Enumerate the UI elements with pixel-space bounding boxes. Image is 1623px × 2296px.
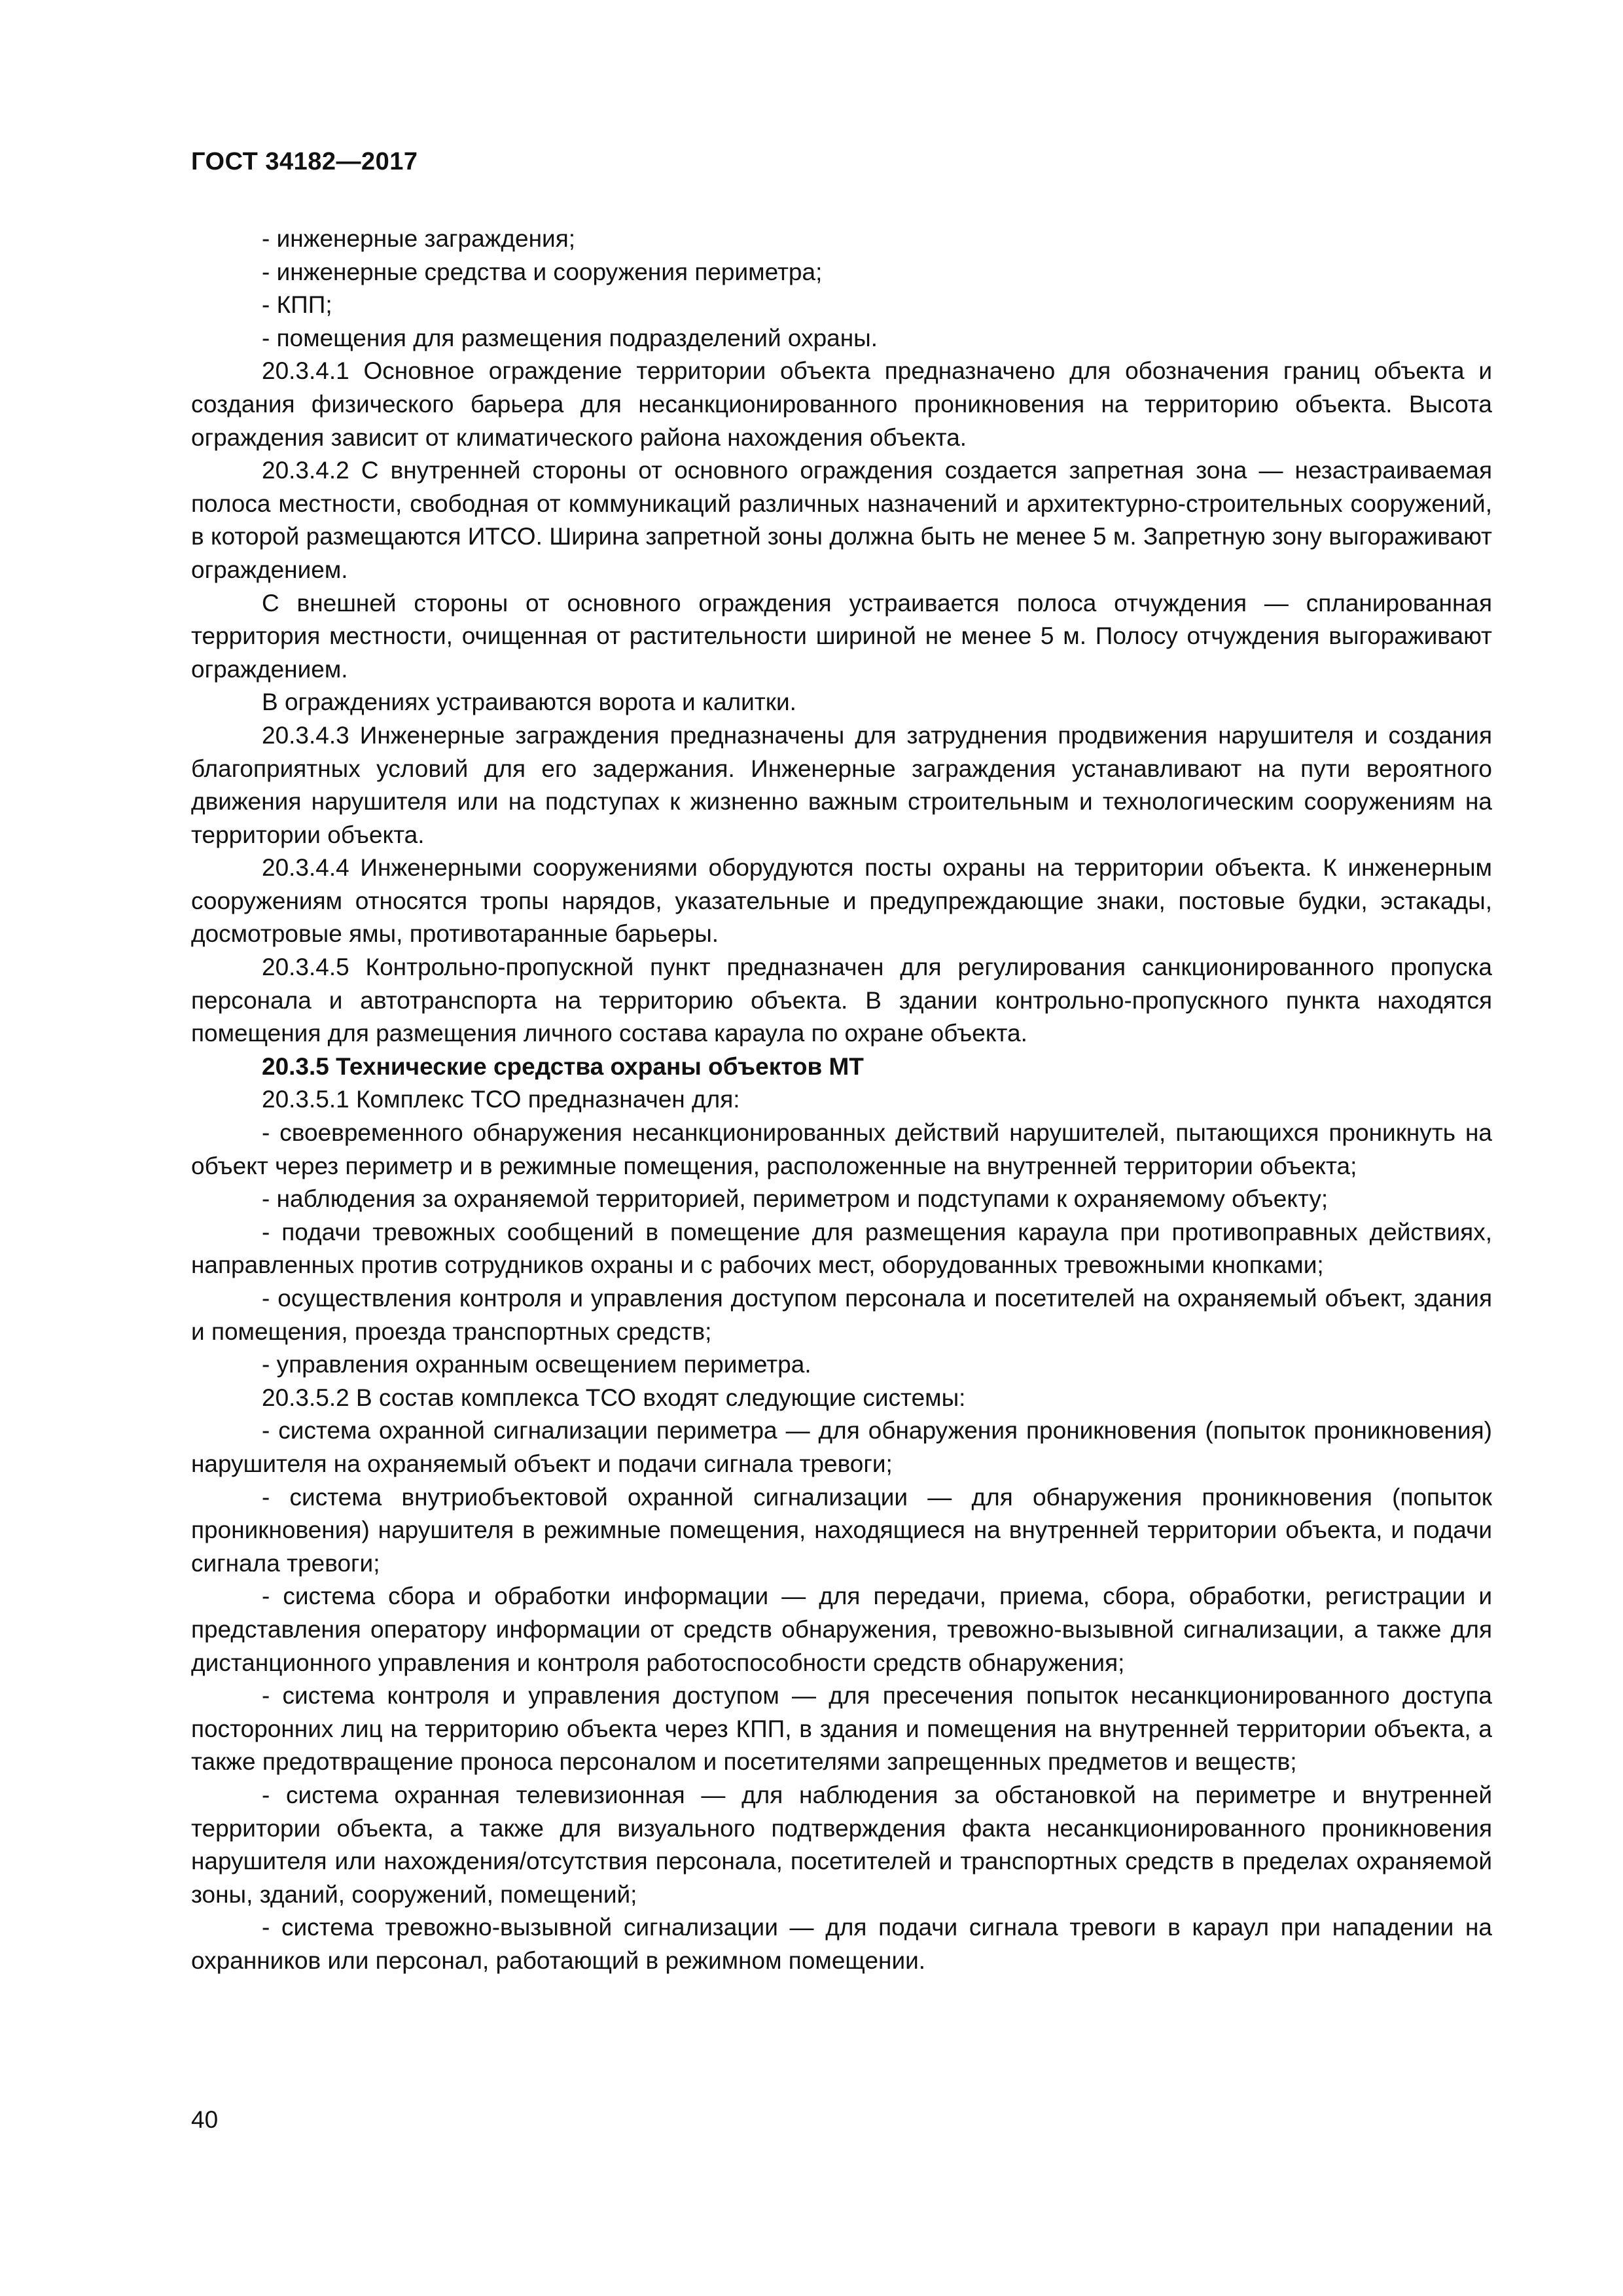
list-item: - управления охранным освещением периметра. <box>262 1351 812 1378</box>
list-item: - своевременного обнаружения несанкционированных действий нарушителей, пытающихся проникнуть на объект через периметр и в режимные помещения, расположенные на внутренней территории объекта; <box>191 1119 1492 1179</box>
list-item: - система внутриобъектовой охранной сигнализации — для обнаружения проникновения (попыток проникновения) нарушителя в режимные помещения, находящиеся на внутренней территории объекта, и подачи сигнала тревоги; <box>191 1483 1492 1577</box>
standard-designation: ГОСТ 34182—2017 <box>191 148 418 175</box>
paragraph: В ограждениях устраиваются ворота и калитки. <box>262 689 796 716</box>
paragraph: С внешней стороны от основного ограждения устраивается полоса отчуждения — спланированная территория местности, очищенная от растительности шириной не менее 5 м. Полосу отчуждения выгораживают ограждением. <box>191 589 1492 683</box>
list-item: - инженерные средства и сооружения периметра; <box>262 258 823 285</box>
page-number: 40 <box>191 2106 219 2133</box>
paragraph: 20.3.4.1 Основное ограждение территории объекта предназначено для обозначения границ объекта и создания физического барьера для несанкционированного проникновения на территорию объекта. Высота ограждения зависит от климатического района нахождения объекта. <box>191 357 1492 451</box>
list-item: - система охранной сигнализации периметра — для обнаружения проникновения (попыток проникновения) нарушителя на охраняемый объект и подачи сигнала тревоги; <box>191 1417 1492 1477</box>
paragraph: 20.3.4.5 Контрольно-пропускной пункт предназначен для регулирования санкционированного пропуска персонала и автотранспорта на территорию объекта. В здании контрольно-пропускного пункта находятся помещения для размещения личного состава караула по охране объекта. <box>191 954 1492 1047</box>
list-item: - система охранная телевизионная — для наблюдения за обстановкой на периметре и внутренней территории объекта, а также для визуального подтверждения факта несанкционированного проникновения нарушителя или нахождения/отсутствия персонала, посетителей и транспортных средств в пределах охраняемой зоны, зданий, сооружений, помещений; <box>191 1781 1492 1908</box>
document-body <box>191 223 1492 1977</box>
paragraph: 20.3.4.3 Инженерные заграждения предназначены для затруднения продвижения нарушителя и создания благоприятных условий для его задержания. Инженерные заграждения устанавливают на пути вероятного движения нарушителя или на подступах к жизненно важным строительным и технологическим сооружениям на территории объекта. <box>191 721 1492 848</box>
list-item: - помещения для размещения подразделений охраны. <box>262 324 878 351</box>
list-item: - инженерные заграждения; <box>262 225 576 252</box>
list-item: - система тревожно-вызывной сигнализации — для подачи сигнала тревоги в караул при нападении на охранников или персонал, работающий в режимном помещении. <box>191 1914 1492 1974</box>
list-item: - КПП; <box>262 291 332 319</box>
list-item: - осуществления контроля и управления доступом персонала и посетителей на охраняемый объект, здания и помещения, проезда транспортных средств; <box>191 1285 1492 1345</box>
paragraph: 20.3.4.4 Инженерными сооружениями оборудуются посты охраны на территории объекта. К инженерным сооружениям относятся тропы нарядов, указательные и предупреждающие знаки, постовые будки, эстакады, досмотровые ямы, противотаранные барьеры. <box>191 854 1492 948</box>
paragraph: 20.3.5.1 Комплекс ТСО предназначен для: <box>262 1086 740 1113</box>
paragraph: 20.3.5.2 В состав комплекса ТСО входят следующие системы: <box>262 1384 966 1411</box>
list-item: - система сбора и обработки информации — для передачи, приема, сбора, обработки, регистрации и представления оператору информации от средств обнаружения, тревожно-вызывной сигнализации, а также для дистанционного управления и контроля работоспособности средств обнаружения; <box>191 1583 1492 1676</box>
list-item: - система контроля и управления доступом — для пресечения попыток несанкционированного доступа посторонних лиц на территорию объекта через КПП, в здания и помещения на внутренней территории объекта, а также предотвращение проноса персоналом и посетителями запрещенных предметов и веществ; <box>191 1682 1492 1776</box>
list-item: - наблюдения за охраняемой территорией, периметром и подступами к охраняемому объекту; <box>262 1185 1329 1213</box>
paragraph: 20.3.4.2 С внутренней стороны от основного ограждения создается запретная зона — незастраиваемая полоса местности, свободная от коммуникаций различных назначений и архитектурно-строительных сооружений, в которой размещаются ИТСО. Ширина запретной зоны должна быть не менее 5 м. Запретную зону выгораживают ограждением. <box>191 457 1492 583</box>
section-heading: 20.3.5 Технические средства охраны объектов МТ <box>262 1052 864 1080</box>
list-item: - подачи тревожных сообщений в помещение для размещения караула при противоправных действиях, направленных против сотрудников охраны и с рабочих мест, оборудованных тревожными кнопками; <box>191 1218 1492 1279</box>
